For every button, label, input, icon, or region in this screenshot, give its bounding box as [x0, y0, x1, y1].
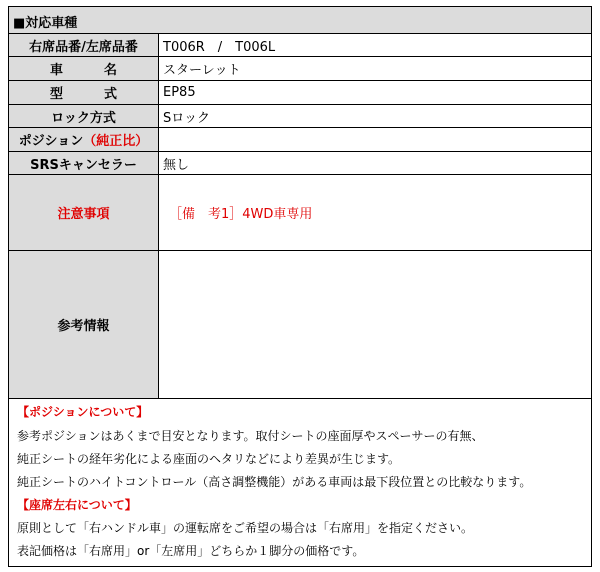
row-position	[9, 128, 591, 152]
row-vehicle-name	[9, 57, 591, 81]
vehicle-name-value: スターレット	[163, 63, 241, 78]
compatible-vehicles-table	[8, 6, 592, 567]
seat-note-line: 原則として「右ハンドル車」の運転席をご希望の場合は「右席用」を指定ください。	[17, 521, 474, 535]
row-model	[9, 81, 591, 105]
position-label-sub: （純正比）	[83, 134, 149, 149]
row-reference-info	[9, 251, 591, 399]
reference-info-value	[159, 251, 591, 398]
position-note-line: 参考ポジションはあくまで目安となります。取付シートの座面厚やスペーサーの有無、	[17, 429, 484, 443]
vehicle-name-label-text: 車 名	[49, 63, 131, 78]
position-note-line: 純正シートのハイトコントロール（高さ調整機能）がある車両は最下段位置との比較なります。	[17, 475, 532, 489]
row-lock-type	[9, 105, 591, 128]
model-value: EP85	[163, 85, 196, 100]
reference-info-label: 参考情報	[9, 251, 159, 398]
row-part-number	[9, 34, 591, 57]
position-notes-heading: 【ポジションについて】	[17, 405, 149, 419]
row-srs-canceller	[9, 152, 591, 175]
srs-canceller-label: SRSキャンセラー	[9, 152, 159, 174]
section-title: ■対応車種	[13, 16, 78, 31]
section-title-row	[9, 7, 591, 34]
position-label	[9, 128, 159, 151]
vehicle-name-label	[9, 57, 159, 80]
seat-note-line: 表記価格は「右席用」or「左席用」どちらか１脚分の価格です。	[17, 544, 365, 558]
lock-type-label: ロック方式	[9, 105, 159, 127]
row-caution	[9, 175, 591, 251]
caution-value: ［備 考1］4WD車専用	[169, 207, 313, 222]
seat-notes-heading: 【座席左右について】	[17, 498, 137, 512]
model-label-text: 型 式	[49, 87, 131, 102]
position-label-main: ポジション	[18, 134, 84, 149]
part-number-label: 右席品番/左席品番	[9, 34, 159, 56]
part-number-value: T006R / T006L	[163, 39, 276, 55]
model-label	[9, 81, 159, 104]
position-value	[159, 128, 591, 151]
caution-label: 注意事項	[9, 175, 159, 250]
srs-canceller-value: 無し	[163, 157, 190, 173]
position-note-line: 純正シートの経年劣化による座面のヘタリなどにより差異が生じます。	[17, 452, 401, 466]
lock-type-value: Sロック	[163, 110, 210, 126]
